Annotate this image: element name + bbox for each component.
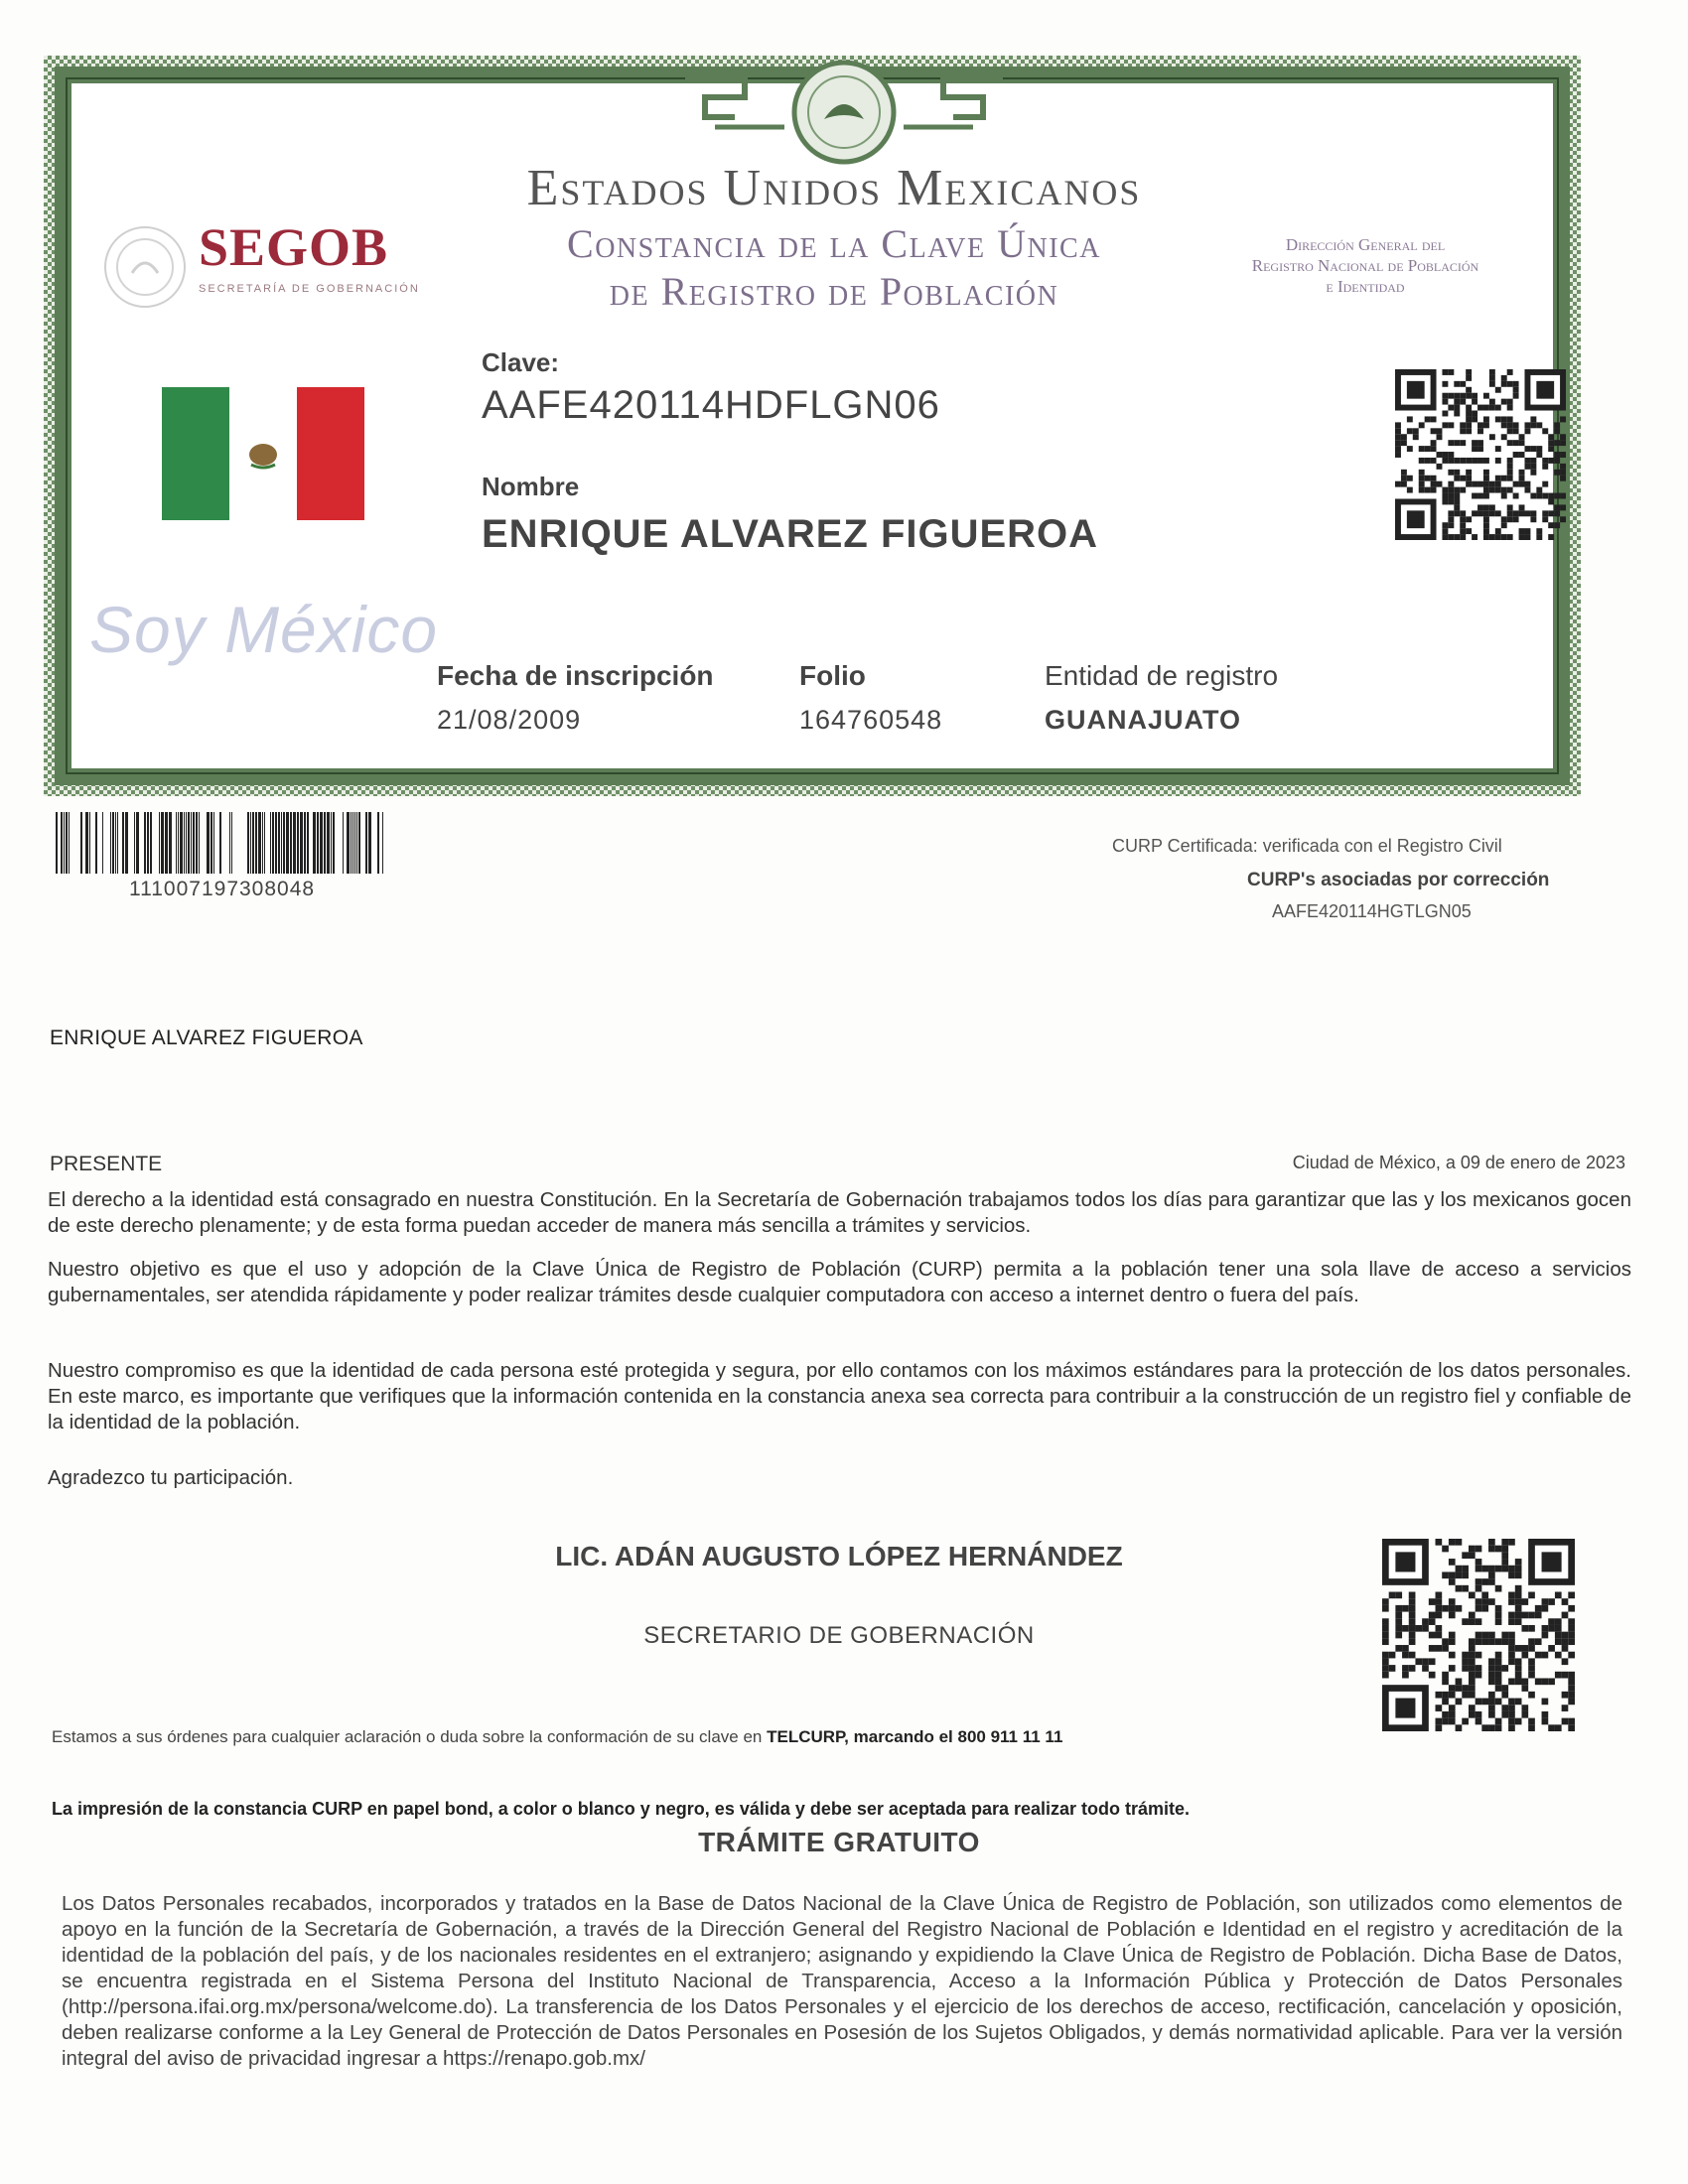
document-subtitle-line1: Constancia de la Clave Única — [567, 221, 1101, 266]
segob-logo-subtitle: SECRETARÍA DE GOBERNACIÓN — [199, 283, 420, 295]
contact-line — [52, 1727, 1062, 1747]
directorate-name — [1206, 234, 1524, 297]
qr-code-icon — [1382, 1539, 1575, 1731]
directorate-line: Registro Nacional de Población — [1251, 256, 1479, 275]
document-subtitle-line2: de Registro de Población — [609, 269, 1059, 314]
entidad-registro-label: Entidad de registro — [1045, 660, 1279, 691]
letter-paragraph: El derecho a la identidad está consagrado en nuestra Constitución. En la Secretaría de Gobernación trabajamos todos los días para garantizar que las y los mexicanos gocen de este derecho plenamente; y de esta forma puedan acceder de manera más sencilla a trámites y servicios. — [48, 1188, 1631, 1237]
folio-label: Folio — [799, 660, 866, 691]
letter-paragraph: Nuestro compromiso es que la identidad de cada persona esté protegida y segura, por ello contamos con los máximos estándares para la protección de los datos personales. En este marco, es importante que verifiques que la información contenida en la constancia anexa sea correcta para contribuir a la construcción de un registro fiel y confiable de la identidad de la población. — [48, 1359, 1631, 1433]
privacy-notice: Los Datos Personales recabados, incorporados y tratados en la Base de Datos Nacional de la Clave Única de Registro de Población, son utilizados como elementos de apoyo en la función de la Secretaría de Gobernación, a través de la Dirección General del Registro Nacional de Población e Identidad en el registro y acreditación de la identidad de la población del país, y de los nacionales residentes en el extranjero; asignando y expidiendo la Clave Única de Registro de Población. Dicha Base de Datos, se encuentra registrada en el Sistema Persona del Instituto Nacional de Transparencia, Acceso a la Información Pública y Protección de Datos Personales (http://persona.ifai.org.mx/persona/welcome.do). La transferencia de los Datos Personales y el ejercicio de los derechos de acceso, rectificación, cancelación y oposición, deben realizarse conforme a la Ley General de Protección de Datos Personales en Posesión de los Sujetos Obligados, y demás normatividad aplicable. Para ver la versión integral del aviso de privacidad ingresar a https://renapo.gob.mx/ — [62, 1892, 1622, 2070]
curp-certification-status: CURP Certificada: verificada con el Registro Civil — [1112, 836, 1502, 856]
directorate-line: Dirección General del — [1285, 235, 1446, 254]
letter-paragraph: Nuestro objetivo es que el uso y adopción de la Clave Única de Registro de Población (CURP) permita a la población tener una sola llave de acceso a servicios gubernamentales, ser atendida rápidamente y poder realizar trámites desde cualquier computadora con acceso a internet dentro o fuera del país. — [48, 1258, 1631, 1306]
barcode-number: 111007197308048 — [129, 878, 316, 900]
mexican-flag-icon — [162, 387, 364, 520]
letter-closing: Agradezco tu participación. — [48, 1466, 294, 1489]
flag-eagle-icon — [243, 437, 283, 471]
associated-curp-value: AAFE420114HGTLGN05 — [1272, 901, 1472, 921]
entidad-registro-value: GUANAJUATO — [1045, 705, 1242, 735]
fecha-inscripcion-value: 21/08/2009 — [437, 705, 582, 735]
associated-curp-label: CURP's asociadas por corrección — [1247, 870, 1550, 890]
barcode-icon — [56, 812, 383, 874]
validity-notice: La impresión de la constancia CURP en papel bond, a color o blanco y negro, es válida y debe ser aceptada para realizar todo trámite. — [52, 1799, 1191, 1819]
letter-presente: PRESENTE — [50, 1153, 163, 1175]
document-title: Estados Unidos Mexicanos — [526, 160, 1142, 216]
qr-code-icon — [1395, 369, 1566, 540]
directorate-line: e Identidad — [1326, 277, 1405, 296]
contact-text: Estamos a sus órdenes para cualquier aclaración o duda sobre la conformación de su clave en — [52, 1727, 768, 1746]
government-seal-icon — [104, 226, 186, 308]
segob-logo: SEGOB — [199, 217, 389, 277]
nombre-value: ENRIQUE ALVAREZ FIGUEROA — [482, 512, 1099, 556]
tramite-gratuito: TRÁMITE GRATUITO — [698, 1827, 980, 1857]
nombre-label: Nombre — [482, 472, 580, 501]
letter-date-place: Ciudad de México, a 09 de enero de 2023 — [1292, 1153, 1625, 1172]
watermark-text: Soy México — [89, 593, 439, 666]
signatory-name: LIC. ADÁN AUGUSTO LÓPEZ HERNÁNDEZ — [555, 1541, 1123, 1571]
clave-label: Clave: — [482, 347, 560, 377]
national-crest-emblem — [675, 58, 1013, 167]
folio-value: 164760548 — [799, 705, 943, 735]
letter-addressee: ENRIQUE ALVAREZ FIGUEROA — [50, 1026, 363, 1049]
telcurp-phone: TELCURP, marcando el 800 911 11 11 — [767, 1727, 1063, 1746]
fecha-inscripcion-label: Fecha de inscripción — [437, 660, 714, 691]
signatory-title: SECRETARIO DE GOBERNACIÓN — [643, 1622, 1035, 1649]
clave-value: AAFE420114HDFLGN06 — [482, 383, 940, 427]
